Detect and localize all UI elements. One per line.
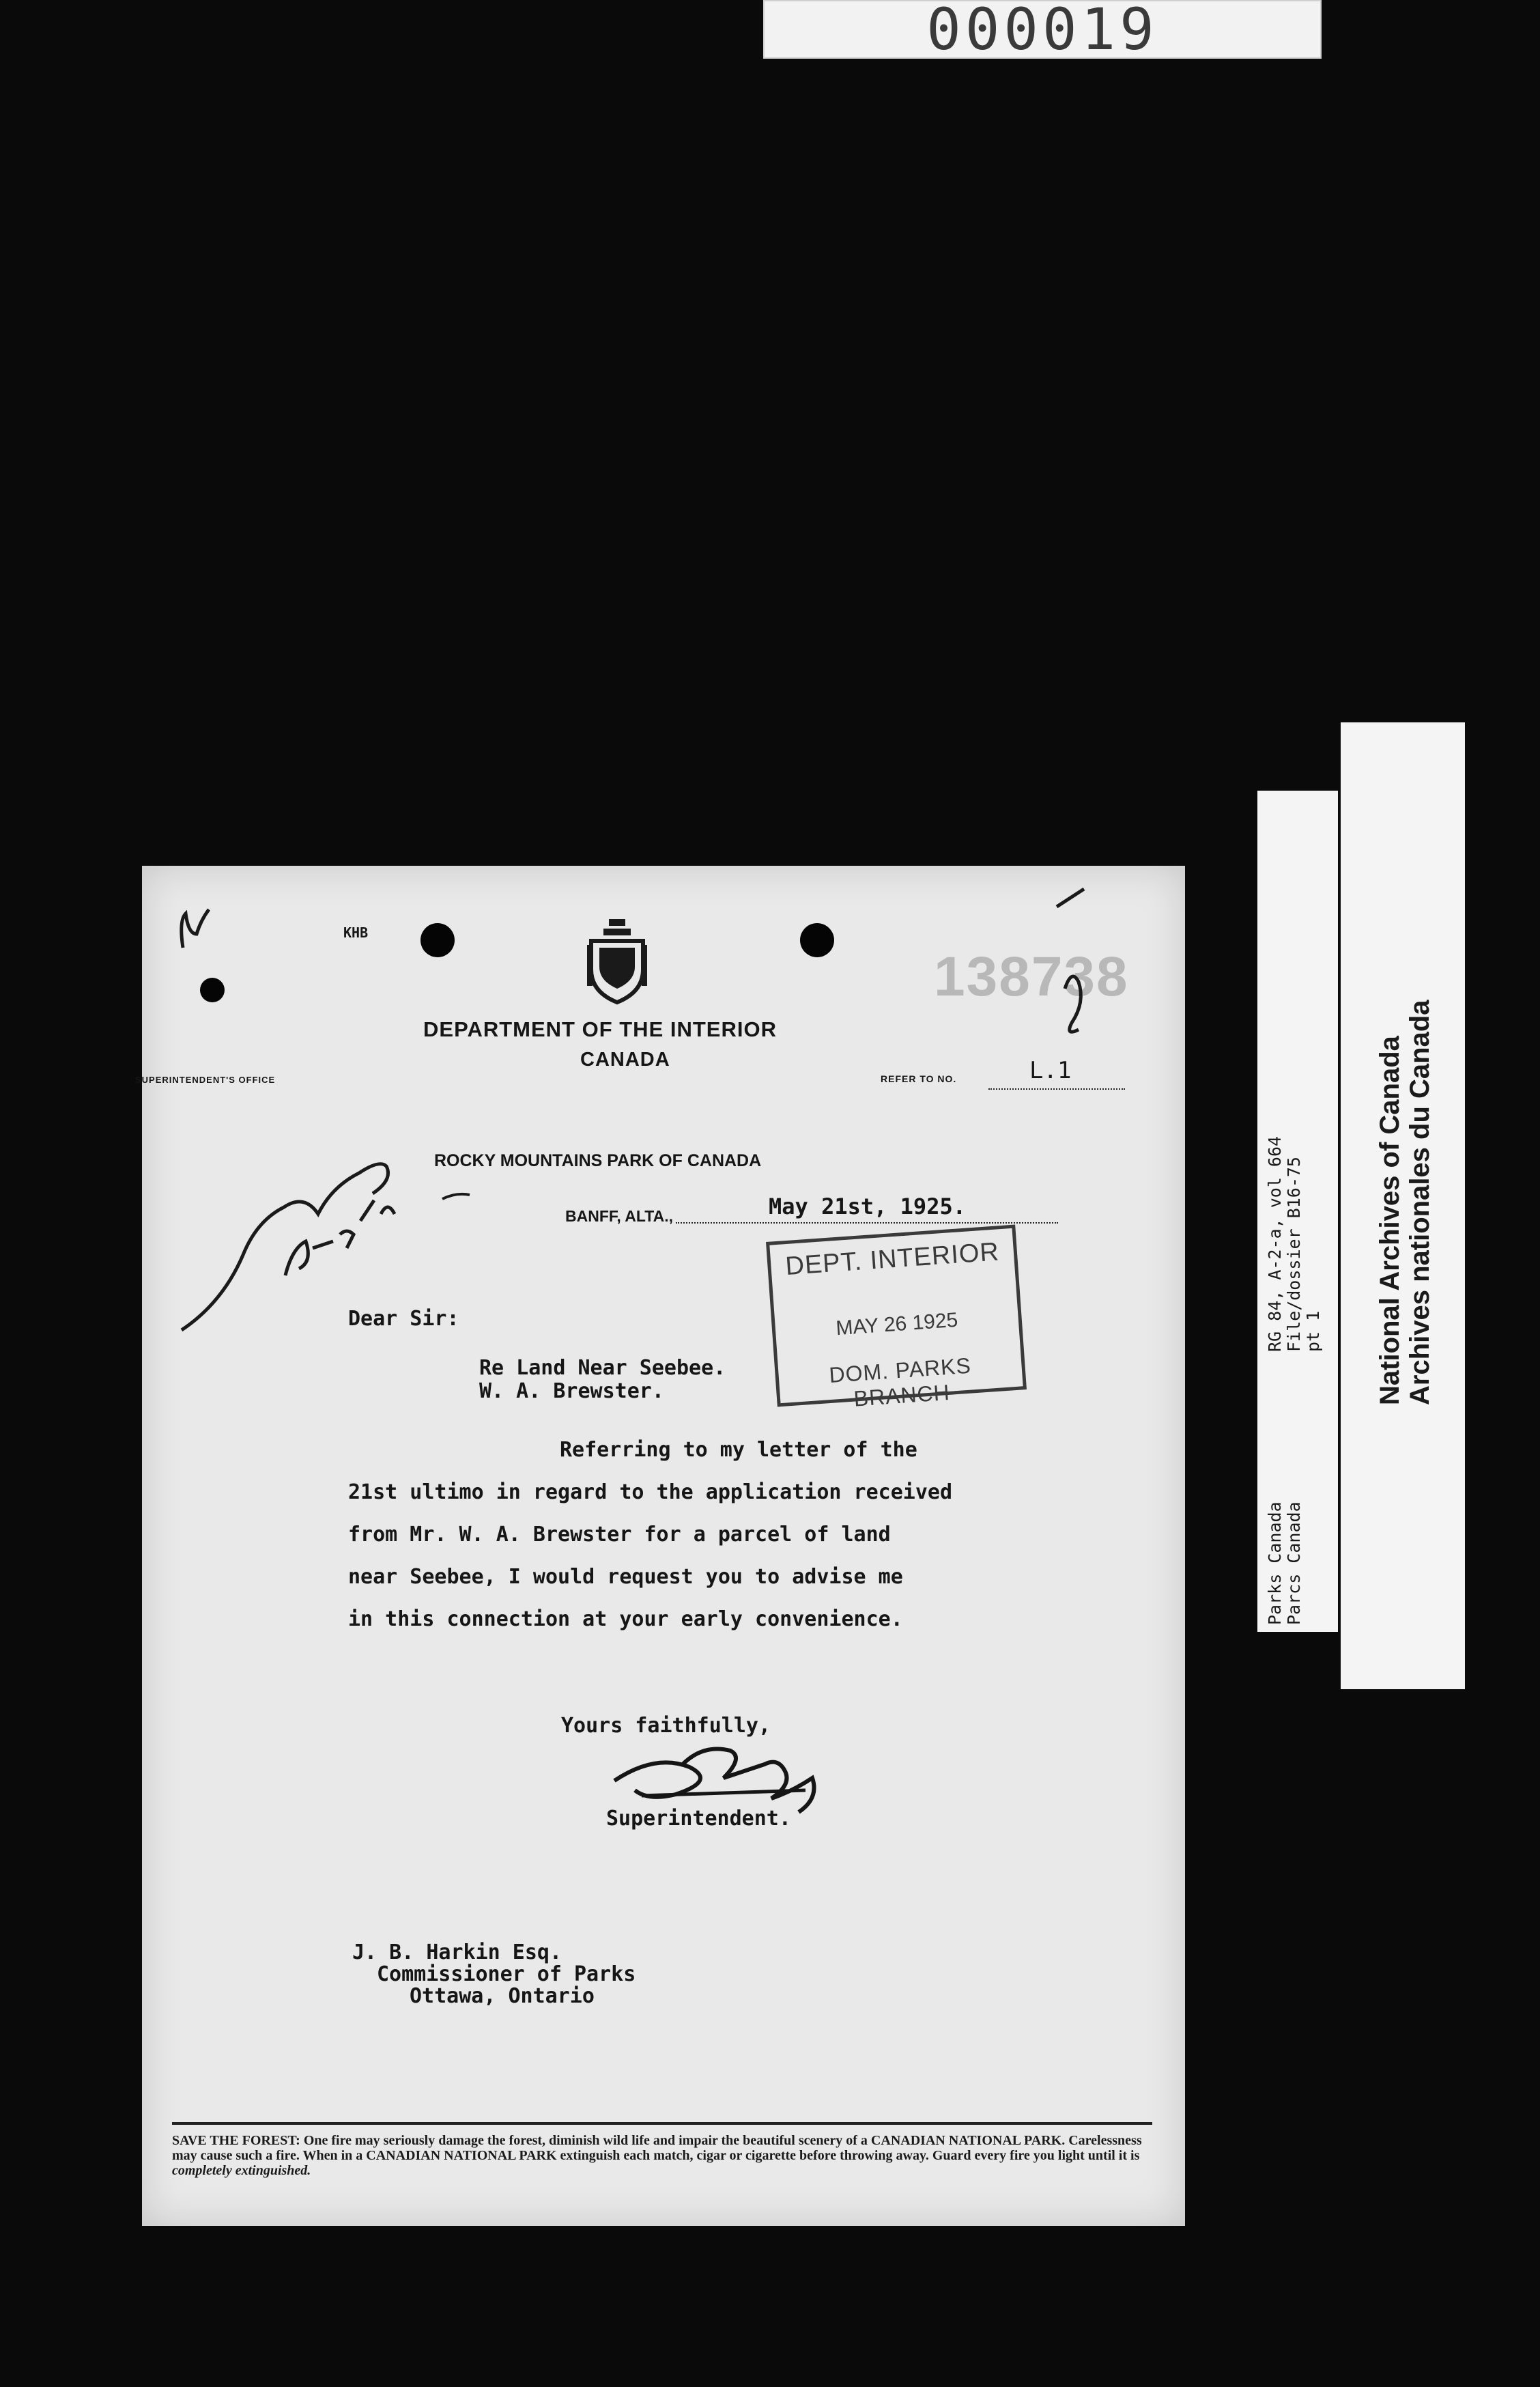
footer-rule — [172, 2122, 1152, 2125]
closing: Yours faithfully, — [561, 1714, 771, 1738]
refer-value: L.1 — [1029, 1057, 1072, 1084]
footer-lead: SAVE THE FOREST: — [172, 2133, 300, 2148]
subject-line: W. A. Brewster. — [479, 1379, 664, 1403]
archive-label-line: National Archives of Canada — [1375, 1036, 1405, 1405]
recipient-line: Ottawa, Ontario — [410, 1984, 595, 2008]
stamp-date: MAY 26 1925 — [835, 1308, 959, 1340]
salutation: Dear Sir: — [348, 1307, 459, 1331]
body-line: Referring to my letter of the — [560, 1438, 917, 1462]
department-heading: DEPARTMENT OF THE INTERIOR — [423, 1017, 777, 1041]
place: BANFF, ALTA., — [565, 1207, 673, 1225]
letter-date: May 21st, 1925. — [769, 1194, 966, 1219]
park-name: ROCKY MOUNTAINS PARK OF CANADA — [434, 1151, 762, 1170]
country-heading: CANADA — [580, 1049, 670, 1071]
recipient-line: Commissioner of Parks — [377, 1962, 636, 1986]
department-name — [1266, 1501, 1304, 1625]
archive-reference-strip — [1257, 791, 1338, 1632]
reference-line: pt 1 — [1303, 1310, 1323, 1352]
signer-title: Superintendent. — [606, 1807, 791, 1831]
handwritten-annotations — [142, 866, 1185, 1385]
subject-line: Re Land Near Seebee. — [479, 1356, 726, 1380]
stamp-branch: DOM. PARKS BRANCH — [828, 1353, 972, 1411]
archive-reference — [1266, 1136, 1323, 1352]
refer-label: REFER TO NO. — [881, 1073, 957, 1084]
recipient-line: J. B. Harkin Esq. — [352, 1940, 562, 1964]
footer-text: One fire may seriously damage the forest, diminish wild life and impair the beautiful scenery of a CANADIAN NATIONAL PARK. Carelessness may cause such a fire. When in a CANADIAN NATIONAL PARK extinguish each match, cigar or cigarette before throwing away. Guard every fire you light until it is — [172, 2133, 1142, 2163]
letter-page — [135, 866, 1185, 2226]
frame-number: 000019 — [763, 0, 1322, 59]
archive-label — [1375, 1000, 1435, 1405]
body-line: in this connection at your early convenience. — [348, 1607, 903, 1631]
initials: KHB — [343, 924, 369, 941]
archive-label-line: Archives nationales du Canada — [1405, 1000, 1435, 1405]
footer-emphasis: completely extinguished. — [172, 2163, 311, 2178]
archive-label-strip — [1341, 722, 1465, 1689]
department-line: Parcs Canada — [1284, 1501, 1304, 1625]
body-line: from Mr. W. A. Brewster for a parcel of land — [348, 1523, 891, 1546]
body-line: near Seebee, I would request you to advise me — [348, 1565, 903, 1589]
reference-line: RG 84, A-2-a, vol 664 — [1265, 1135, 1285, 1352]
file-stamp-number: 138738 — [934, 946, 1129, 1008]
footer-notice — [172, 2133, 1152, 2178]
stamp-department: DEPT. INTERIOR — [784, 1237, 1001, 1282]
office-label: SUPERINTENDENT'S OFFICE — [135, 1075, 276, 1085]
reference-line: File/dossier B16-75 — [1284, 1157, 1304, 1352]
body-line: 21st ultimo in regard to the application received — [348, 1480, 953, 1504]
department-line: Parks Canada — [1265, 1501, 1285, 1625]
signature — [601, 1740, 846, 1815]
